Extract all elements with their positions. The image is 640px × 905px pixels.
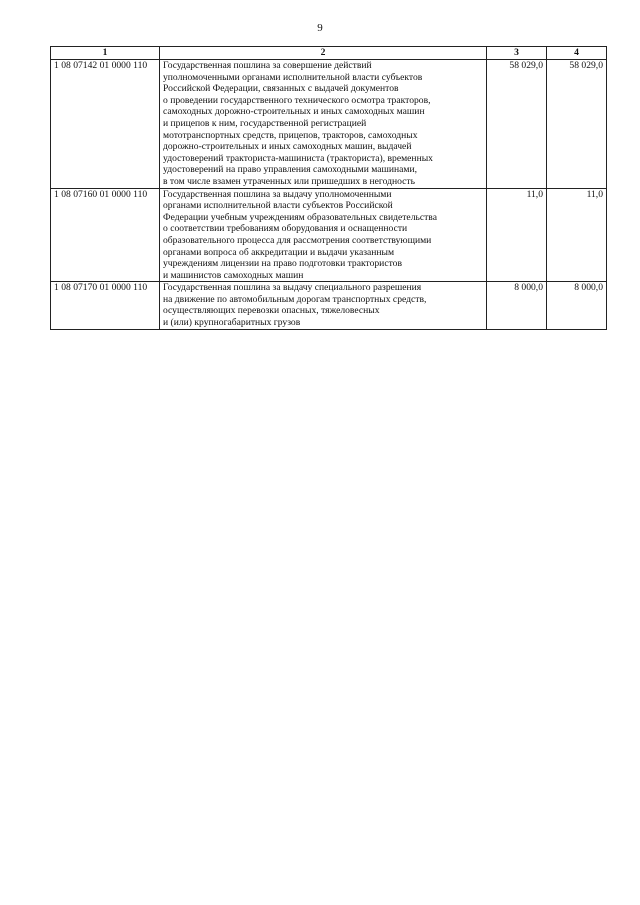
description-line: Российской Федерации, связанных с выдачей документов — [163, 83, 399, 95]
budget-code: 1 08 07160 01 0000 110 — [51, 188, 160, 282]
header-col-1: 1 — [51, 47, 160, 60]
amount-col-4: 11,0 — [547, 188, 607, 282]
description-line: образовательного процесса для рассмотрения соответствующими — [163, 234, 432, 246]
description-line: самоходных дорожно-строительных и иных самоходных машин — [163, 106, 425, 118]
header-col-3: 3 — [487, 47, 547, 60]
description-line: и машинистов самоходных машин — [163, 269, 304, 281]
revenue-description — [160, 188, 487, 282]
description-line: Государственная пошлина за совершение действий — [163, 60, 372, 71]
description-line: осуществляющих перевозки опасных, тяжеловесных — [163, 305, 380, 317]
budget-code: 1 08 07142 01 0000 110 — [51, 60, 160, 189]
description-line: Федерации учебным учреждениям образовательных свидетельства — [163, 211, 437, 223]
description-line: на движение по автомобильным дорогам транспортных средств, — [163, 293, 427, 305]
description-line: органами исполнительной власти субъектов Российской — [163, 200, 393, 212]
table-row — [51, 188, 607, 282]
budget-code: 1 08 07170 01 0000 110 — [51, 282, 160, 329]
description-line: удостоверений на право управления самоходными машинами, — [163, 164, 418, 176]
table-row — [51, 282, 607, 329]
description-line: органами вопроса об аккредитации и выдачи указанным — [163, 246, 395, 258]
amount-col-4: 8 000,0 — [547, 282, 607, 329]
description-line: мототранспортных средств, прицепов, тракторов, самоходных — [163, 129, 418, 141]
amount-col-3: 8 000,0 — [487, 282, 547, 329]
description-line: учреждениям лицензии на право подготовки трактористов — [163, 258, 402, 270]
amount-col-3: 58 029,0 — [487, 60, 547, 189]
description-line: Государственная пошлина за выдачу уполномоченными — [163, 188, 392, 200]
budget-revenue-table — [50, 46, 607, 330]
description-line: уполномоченными органами исполнительной власти субъектов — [163, 71, 423, 83]
description-line: дорожно-строительных и иных самоходных машин, выдачей — [163, 141, 412, 153]
page-number: 9 — [317, 22, 323, 34]
header-col-2: 2 — [160, 47, 487, 60]
revenue-description — [160, 60, 487, 189]
header-col-4: 4 — [547, 47, 607, 60]
description-line: о соответствии требованиям оборудования и оснащенности — [163, 223, 408, 235]
table-header-row — [51, 47, 607, 60]
description-line: в том числе взамен утраченных или пришедших в негодность — [163, 175, 415, 187]
amount-col-4: 58 029,0 — [547, 60, 607, 189]
description-line: Государственная пошлина за выдачу специального разрешения — [163, 282, 422, 294]
description-line: удостоверений тракториста-машиниста (тракториста), временных — [163, 152, 433, 164]
revenue-description — [160, 282, 487, 329]
description-line: и (или) крупногабаритных грузов — [163, 317, 301, 329]
description-line: о проведении государственного технического осмотра тракторов, — [163, 94, 431, 106]
amount-col-3: 11,0 — [487, 188, 547, 282]
description-line: и прицепов к ним, государственной регистрацией — [163, 117, 367, 129]
table-row — [51, 60, 607, 189]
